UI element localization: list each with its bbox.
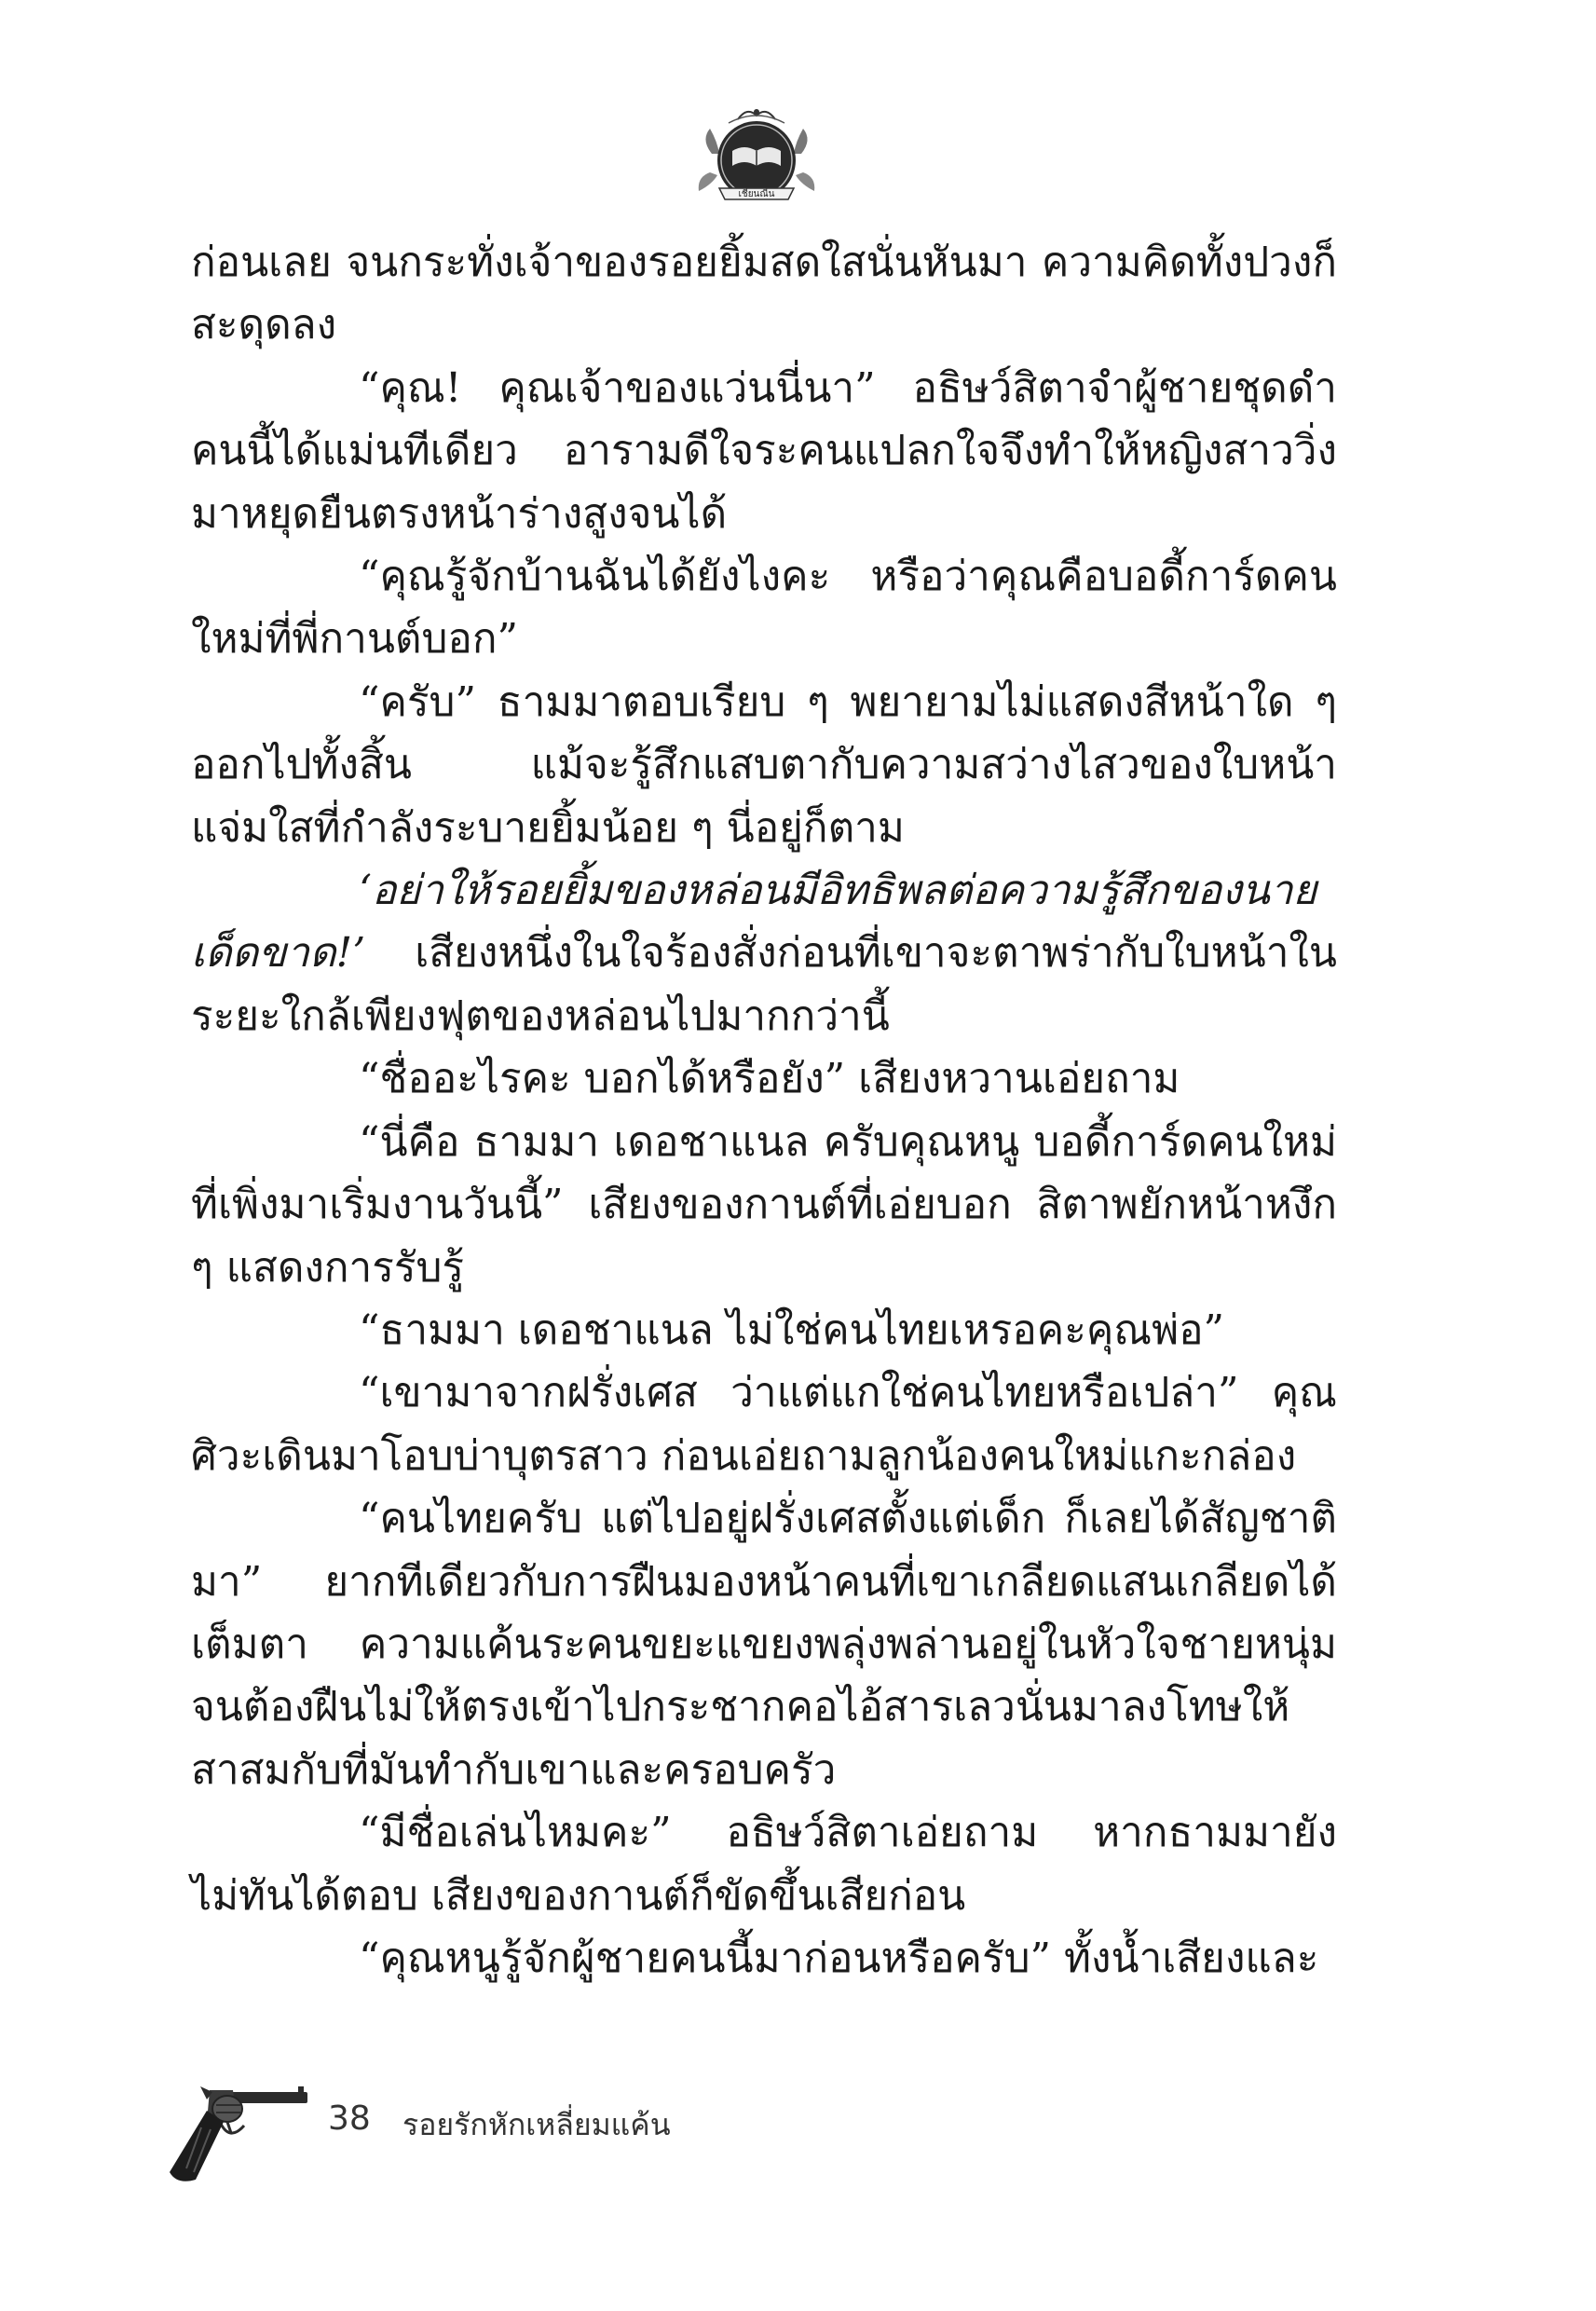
body-text — [191, 231, 1337, 1990]
paragraph: “ธามมา เดอชาแนล ไม่ใช่คนไทยเหรอคะคุณพ่อ” — [359, 1306, 1225, 1354]
paragraph: “นี่คือ ธามมา เดอชาแนล ครับคุณหนู บอดี้การ์ดคนใหม่ที่เพิ่งมาเริ่มงานวันนี้” เสียงของกานต์ที่เอ่ยบอก สิตาพยักหน้าหงึก ๆ แสดงการรับรู้ — [191, 1117, 1337, 1292]
paragraph: “เขามาจากฝรั่งเศส ว่าแต่แกใช่คนไทยหรือเปล่า” คุณศิวะเดินมาโอบบ่าบุตรสาว ก่อนเอ่ยถามลูกน้องคนใหม่แกะกล่อง — [191, 1369, 1337, 1480]
paragraph: “คุณ! คุณเจ้าของแว่นนี่นา” อธิษว์สิตาจำผู้ชายชุดดำคนนี้ได้แม่นทีเดียว อารามดีใจระคนแปลกใจจึงทำให้หญิงสาววิ่งมาหยุดยืนตรงหน้าร่างสูงจนได้ — [191, 363, 1337, 538]
paragraph: “คนไทยครับ แต่ไปอยู่ฝรั่งเศสตั้งแต่เด็ก ก็เลยได้สัญชาติมา” ยากทีเดียวกับการฝืนมองหน้าคนที่เขาเกลียดแสนเกลียดได้เต็มตา ความแค้นระคนขยะแขยงพลุ่งพล่านอยู่ในหัวใจชายหนุ่มจนต้องฝืนไม่ให้ตรงเข้าไปกระชากคอไอ้สารเลวนั่นมาลงโทษให้สาสมกับที่มันทำกับเขาและครอบครัว — [191, 1495, 1337, 1794]
paragraph: “คุณหนูรู้จักผู้ชายคนนี้มาก่อนหรือครับ” ทั้งน้ำเสียงและ — [359, 1934, 1319, 1982]
paragraph: “คุณรู้จักบ้านฉันได้ยังไงคะ หรือว่าคุณคือบอดี้การ์ดคนใหม่ที่พี่กานต์บอก” — [191, 553, 1337, 663]
book-title: รอยรักหักเหลี่ยมแค้น — [402, 2107, 671, 2142]
paragraph: ก่อนเลย จนกระทั่งเจ้าของรอยยิ้มสดใสนั่นหันมา ความคิดทั้งปวงก็สะดุดลง — [191, 239, 1337, 349]
paragraph: “ครับ” ธามมาตอบเรียบ ๆ พยายามไม่แสดงสีหน้าใด ๆ ออกไปทั้งสิ้น แม้จะรู้สึกแสบตากับความสว่างไสวของใบหน้าแจ่มใสที่กำลังระบายยิ้มน้อย ๆ นี่อยู่ก็ตาม — [191, 677, 1337, 852]
publisher-logo-icon — [691, 103, 822, 214]
paragraph: “ชื่ออะไรคะ บอกได้หรือยัง” เสียงหวานเอ่ยถาม — [359, 1055, 1180, 1103]
italic-thought: ‘อย่าให้รอยยิ้มของหล่อนมีอิทธิพลต่อความรู้สึกของนายเด็ดขาด!’ — [191, 867, 1317, 978]
paragraph-rest: เสียงหนึ่งในใจร้องสั่งก่อนที่เขาจะตาพร่ากับใบหน้าในระยะใกล้เพียงฟุตของหล่อนไปมากกว่านี้ — [191, 929, 1337, 1040]
paragraph: “มีชื่อเล่นไหมคะ” อธิษว์สิตาเอ่ยถาม หากธามมายังไม่ทันได้ตอบ เสียงของกานต์ก็ขัดขึ้นเสียก่อน — [191, 1809, 1337, 1920]
logo-text: เชียนณีน — [738, 189, 775, 199]
page-number: 38 — [328, 2099, 371, 2138]
revolver-icon — [158, 2083, 312, 2185]
page-footer — [158, 2083, 811, 2185]
paragraph — [191, 859, 1337, 1047]
